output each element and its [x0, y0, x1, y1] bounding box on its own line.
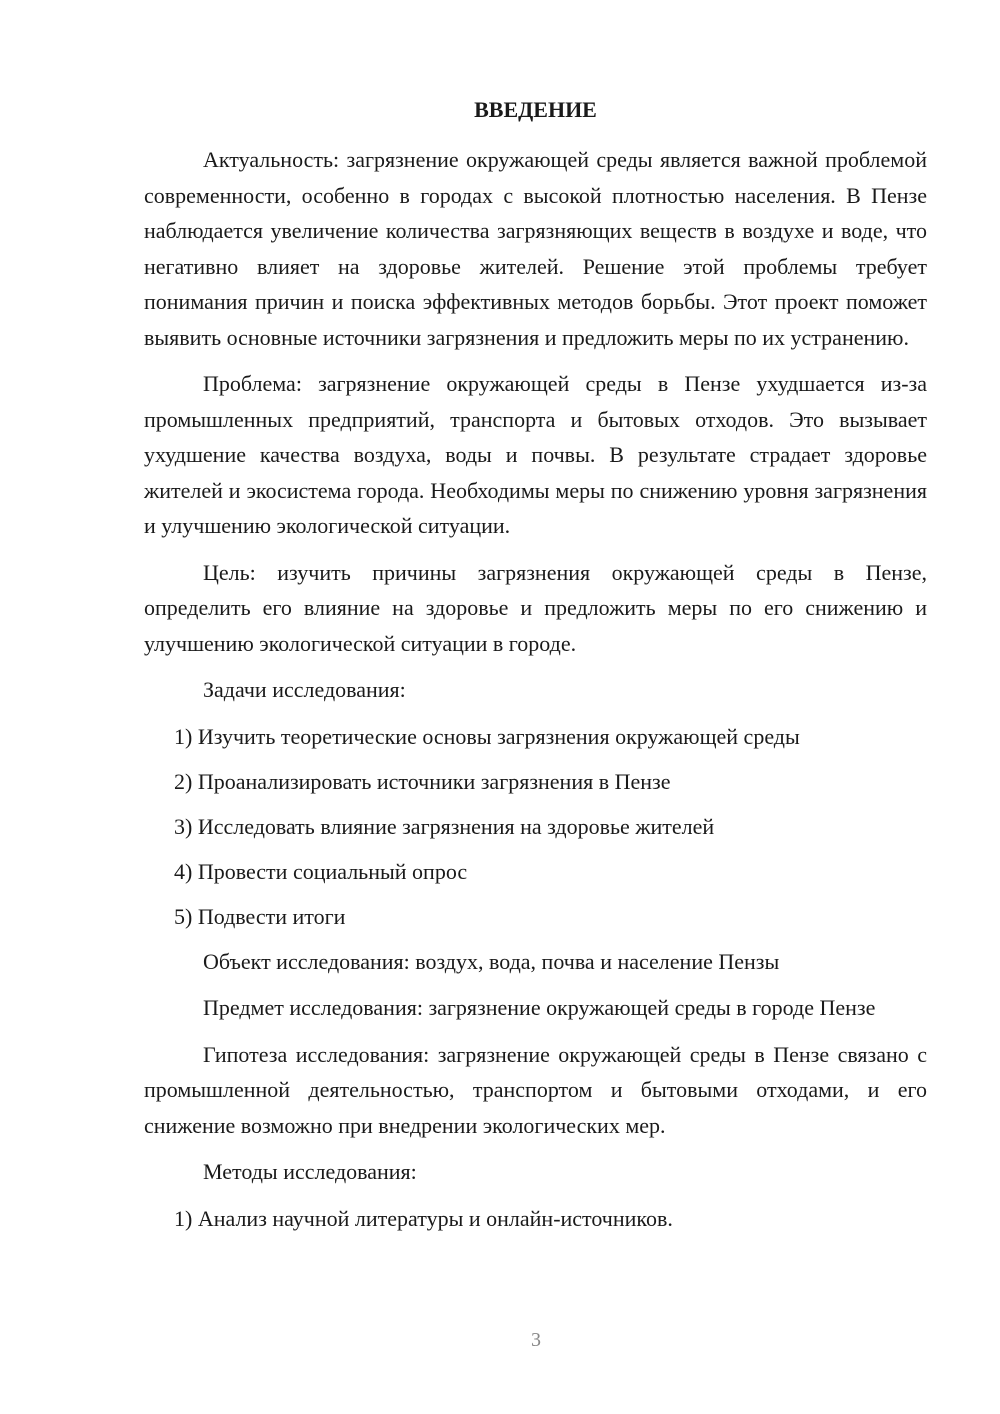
- task-item: 2) Проанализировать источники загрязнения в Пензе: [174, 768, 671, 794]
- page-number: 3: [531, 1329, 541, 1351]
- goal-paragraph: Цель: изучить причины загрязнения окружающей среды в Пензе, определить его влияние на здоровье и предложить меры по его снижению и улучшению экологической ситуации в городе.: [144, 559, 927, 656]
- task-item: 4) Провести социальный опрос: [174, 858, 468, 884]
- subject-paragraph: Предмет исследования: загрязнение окружающей среды в городе Пензе: [203, 995, 876, 1020]
- task-item: 5) Подвести итоги: [174, 903, 346, 929]
- document-title: ВВЕДЕНИЕ: [474, 97, 597, 122]
- tasks-heading: Задачи исследования:: [203, 677, 406, 702]
- problem-paragraph: Проблема: загрязнение окружающей среды в Пензе ухудшается из-за промышленных предприятий, транспорта и бытовых отходов. Это вызывает ухудшение качества воздуха, воды и почвы. В результате страдает здоровье жителей и экосистема города. Необходимы меры по снижению уровня загрязнения и улучшению экологической ситуации.: [144, 371, 927, 538]
- task-item: 3) Исследовать влияние загрязнения на здоровье жителей: [174, 813, 715, 839]
- object-paragraph: Объект исследования: воздух, вода, почва и население Пензы: [203, 948, 780, 974]
- hypothesis-paragraph: Гипотеза исследования: загрязнение окружающей среды в Пензе связано с промышленной деятельностью, транспортом и бытовыми отходами, и его снижение возможно при внедрении экологических мер.: [144, 1041, 927, 1138]
- relevance-paragraph: Актуальность: загрязнение окружающей среды является важной проблемой современности, особенно в городах с высокой плотностью населения. В Пензе наблюдается увеличение количества загрязняющих веществ в воздухе и воде, что негативно влияет на здоровье жителей. Решение этой проблемы требует понимания причин и поиска эффективных методов борьбы. Этот проект поможет выявить основные источники загрязнения и предложить меры по их устранению.: [144, 147, 927, 350]
- method-item: 1) Анализ научной литературы и онлайн-источников.: [174, 1205, 673, 1231]
- methods-heading: Методы исследования:: [203, 1159, 417, 1184]
- document-page: [144, 94, 927, 1246]
- task-item: 1) Изучить теоретические основы загрязнения окружающей среды: [174, 723, 800, 749]
